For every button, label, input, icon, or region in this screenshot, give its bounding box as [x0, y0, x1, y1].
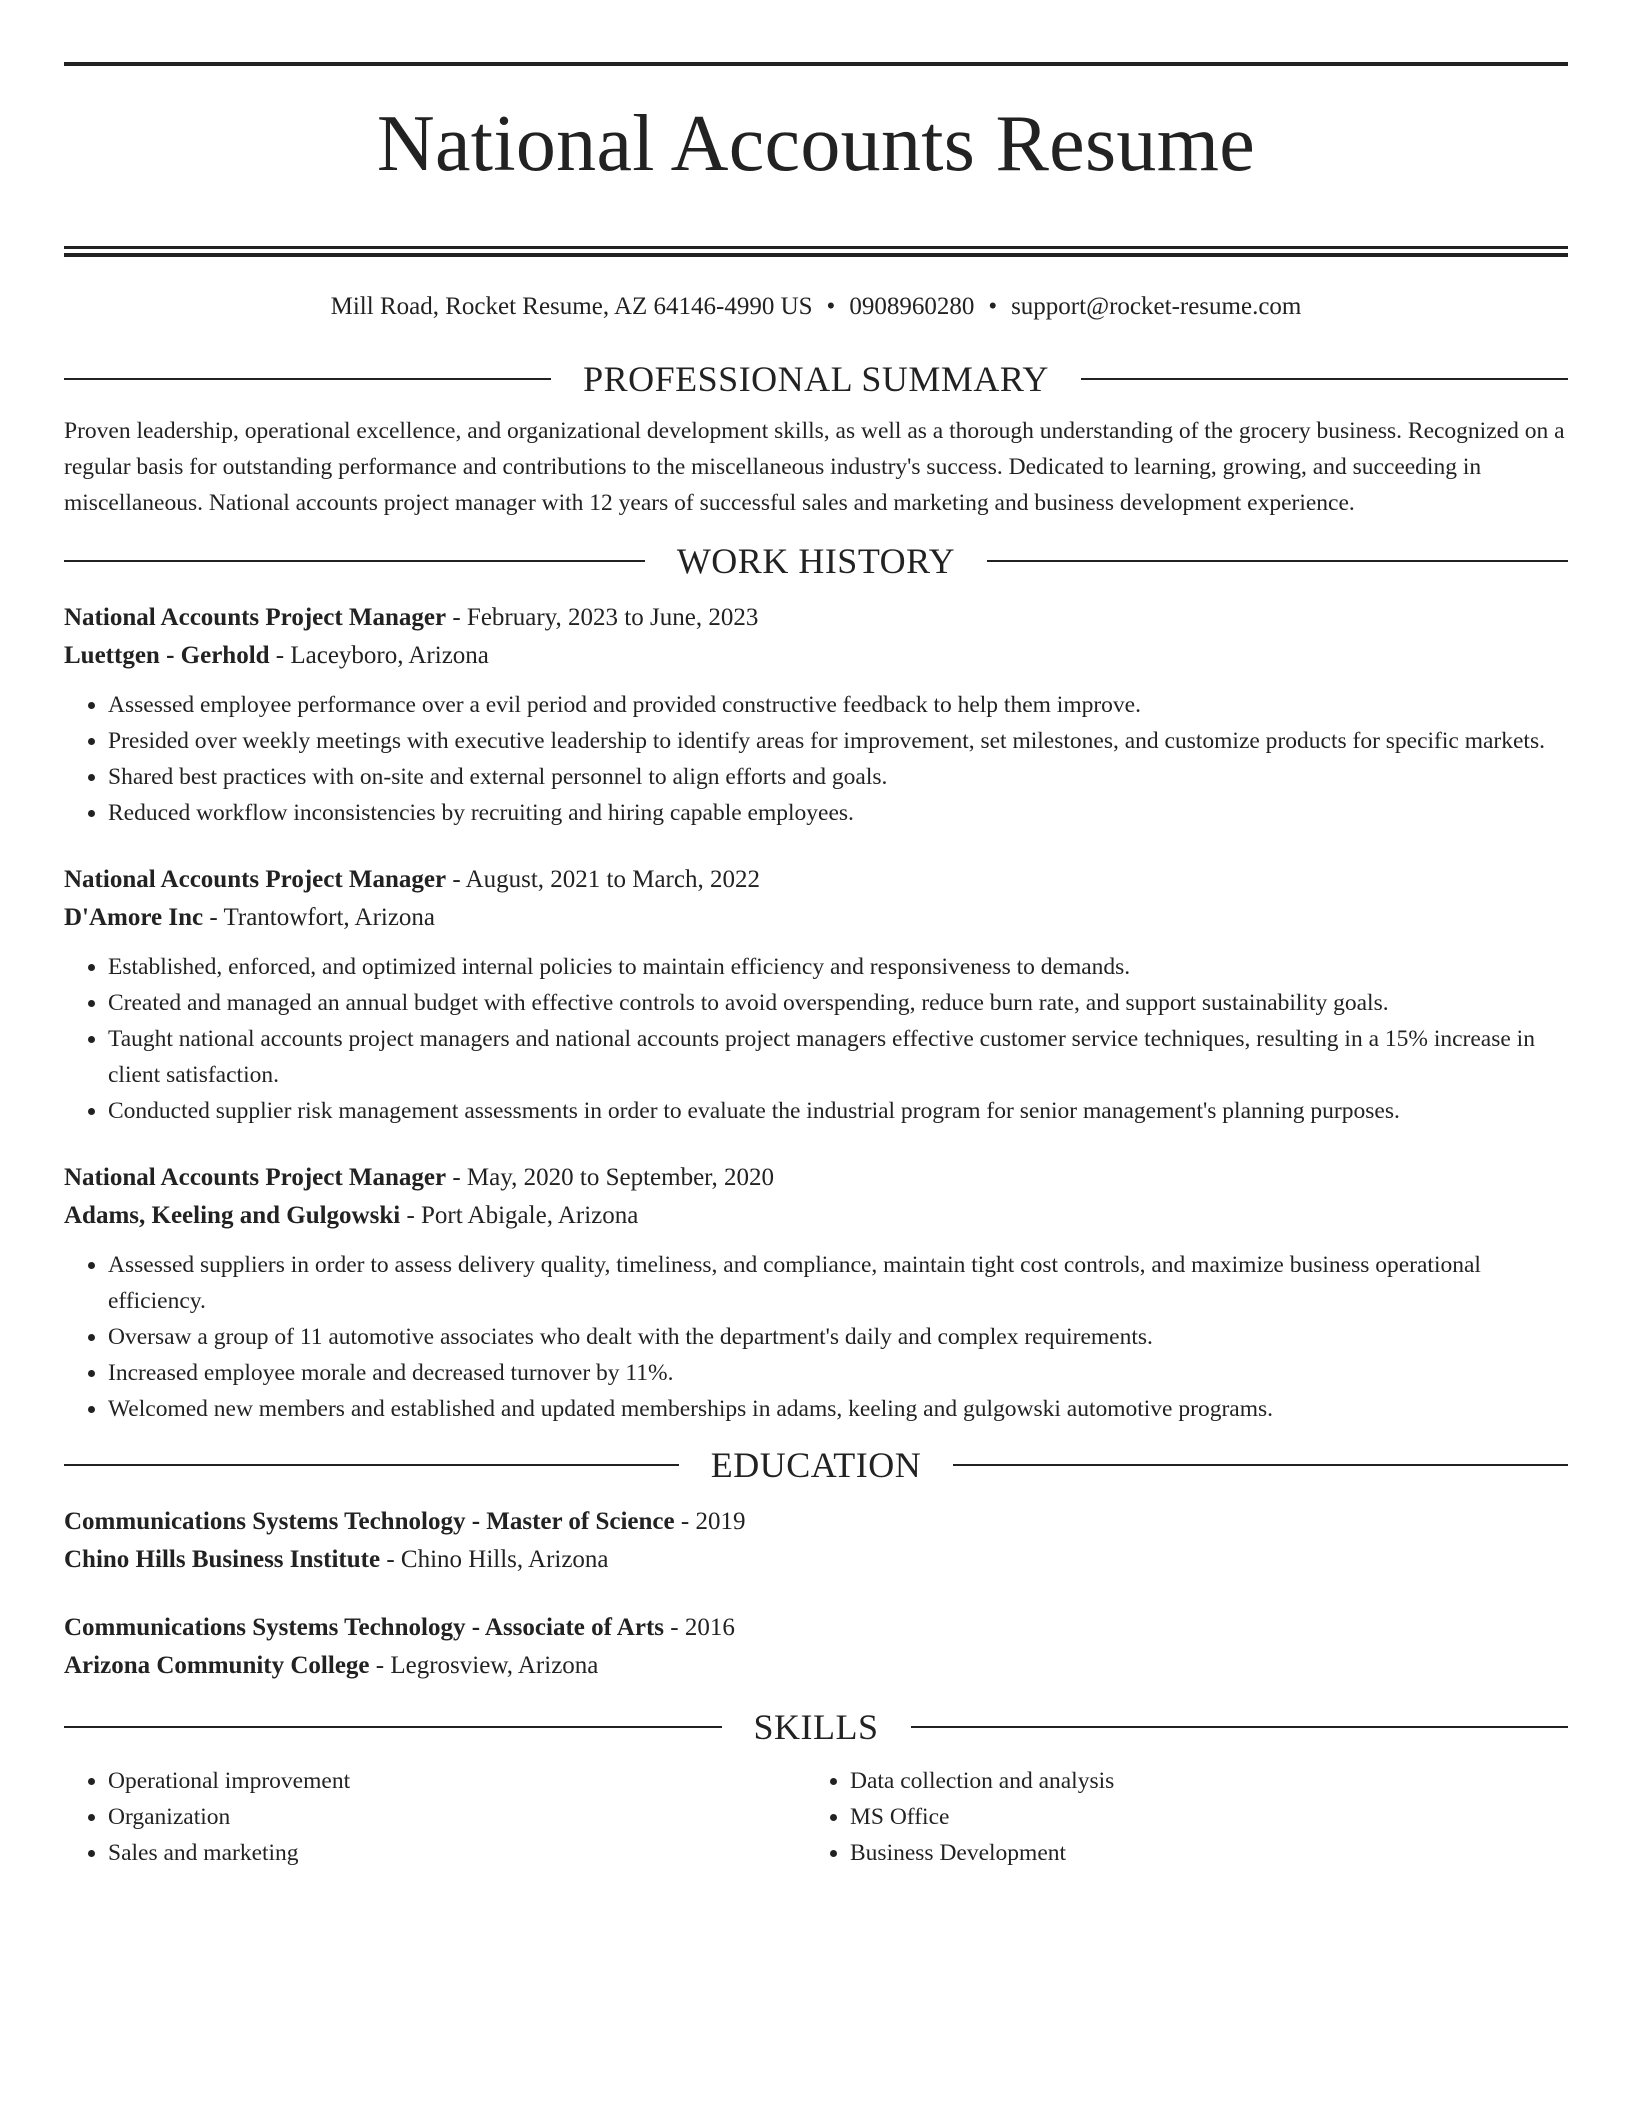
job-dates: - August, 2021 to March, 2022 — [446, 865, 760, 893]
job-company-line — [64, 899, 1568, 937]
education-entry — [64, 1609, 1568, 1685]
job-company: Luettgen - Gerhold — [64, 641, 270, 669]
education-year: - 2019 — [674, 1507, 746, 1535]
job-bullet: • Assessed suppliers in order to assess delivery quality, timeliness, and compliance, maintain tight cost controls, and maximize business operational efficiency. — [108, 1247, 1568, 1319]
education-school: Chino Hills Business Institute — [64, 1545, 381, 1573]
job-bullet: • Assessed employee performance over a evil period and provided constructive feedback to help them improve. — [108, 687, 1568, 723]
job-entry — [64, 1159, 1568, 1427]
job-dates: - February, 2023 to June, 2023 — [446, 603, 759, 631]
job-company: Adams, Keeling and Gulgowski — [64, 1201, 401, 1229]
section-heading-skills — [64, 1705, 1568, 1749]
job-company-line — [64, 1197, 1568, 1235]
skill-item: • Operational improvement — [108, 1763, 806, 1799]
heading-rule-right — [953, 1464, 1568, 1466]
skill-item: • Organization — [108, 1799, 806, 1835]
contact-address: Mill Road, Rocket Resume, AZ 64146-4990 US — [330, 292, 813, 320]
education-school: Arizona Community College — [64, 1651, 370, 1679]
summary-text: Proven leadership, operational excellence, and organizational development skills, as well as a thorough understanding of the grocery business. Recognized on a regular basis for outstanding performance and contributions to the miscellaneous industry's success. Dedicated to learning, growing, and succeeding in miscellaneous. National accounts project manager with 12 years of successful sales and marketing and business development experience. — [64, 417, 1565, 516]
education-location: - Chino Hills, Arizona — [380, 1545, 609, 1573]
job-bullet: • Shared best practices with on-site and external personnel to align efforts and goals. — [108, 759, 1568, 795]
job-bullet: • Welcomed new members and established and updated memberships in adams, keeling and gulgowski automotive programs. — [108, 1391, 1568, 1427]
job-title-line — [64, 599, 1568, 637]
job-bullet: • Presided over weekly meetings with executive leadership to identify areas for improvement, set milestones, and customize products for specific markets. — [108, 723, 1568, 759]
resume-title: National Accounts Resume — [376, 100, 1256, 188]
section-heading-summary — [64, 357, 1568, 401]
skills-column-right — [806, 1763, 1548, 1871]
heading-rule-left — [64, 1726, 722, 1728]
heading-rule-right — [1081, 378, 1568, 380]
education-degree-line — [64, 1609, 1568, 1647]
education-degree: Communications Systems Technology - Master of Science — [64, 1507, 675, 1535]
job-bullet: • Taught national accounts project managers and national accounts project managers effective customer service techniques, resulting in a 15% increase in client satisfaction. — [108, 1021, 1568, 1093]
skill-item: • MS Office — [850, 1799, 1548, 1835]
job-bullet: • Established, enforced, and optimized internal policies to maintain efficiency and responsiveness to demands. — [108, 949, 1568, 985]
job-dates: - May, 2020 to September, 2020 — [446, 1163, 774, 1191]
heading-rule-left — [64, 378, 551, 380]
heading-rule-left — [64, 560, 645, 562]
section-title: SKILLS — [753, 1706, 879, 1747]
resume-page — [64, 0, 1568, 1871]
job-entry — [64, 861, 1568, 1129]
section-title: WORK HISTORY — [676, 540, 956, 581]
education-location: - Legrosview, Arizona — [369, 1651, 599, 1679]
contact-info — [64, 291, 1568, 323]
heading-rule-right — [911, 1726, 1569, 1728]
top-rule — [64, 62, 1568, 66]
job-title-line — [64, 861, 1568, 899]
contact-separator: • — [826, 292, 836, 320]
section-title: PROFESSIONAL SUMMARY — [583, 358, 1049, 399]
contact-phone: 0908960280 — [849, 292, 975, 320]
job-location: - Trantowfort, Arizona — [203, 903, 436, 931]
skill-item: • Sales and marketing — [108, 1835, 806, 1871]
section-heading-education — [64, 1443, 1568, 1487]
title-double-rule — [64, 246, 1568, 257]
contact-separator: • — [988, 292, 998, 320]
job-bullet: • Reduced workflow inconsistencies by recruiting and hiring capable employees. — [108, 795, 1568, 831]
skills-list — [64, 1763, 1568, 1871]
contact-email: support@rocket-resume.com — [1011, 292, 1302, 320]
job-title: National Accounts Project Manager — [64, 603, 447, 631]
education-year: - 2016 — [664, 1613, 735, 1641]
heading-rule-left — [64, 1464, 679, 1466]
heading-rule-right — [987, 560, 1568, 562]
job-title-line — [64, 1159, 1568, 1197]
job-bullet: • Increased employee morale and decreased turnover by 11%. — [108, 1355, 1568, 1391]
education-school-line — [64, 1541, 1568, 1579]
job-bullets — [64, 949, 1568, 1129]
job-title: National Accounts Project Manager — [64, 1163, 447, 1191]
section-title: EDUCATION — [710, 1444, 922, 1485]
job-bullet: • Created and managed an annual budget with effective controls to avoid overspending, reduce burn rate, and support sustainability goals. — [108, 985, 1568, 1021]
education-degree-line — [64, 1503, 1568, 1541]
job-entry — [64, 599, 1568, 831]
education-school-line — [64, 1647, 1568, 1685]
job-company: D'Amore Inc — [64, 903, 204, 931]
job-bullets — [64, 687, 1568, 831]
job-location: - Port Abigale, Arizona — [400, 1201, 639, 1229]
job-company-line — [64, 637, 1568, 675]
skill-item: • Business Development — [850, 1835, 1548, 1871]
job-bullet: • Conducted supplier risk management assessments in order to evaluate the industrial program for senior management's planning purposes. — [108, 1093, 1568, 1129]
skill-item: • Data collection and analysis — [850, 1763, 1548, 1799]
job-title: National Accounts Project Manager — [64, 865, 447, 893]
job-bullets — [64, 1247, 1568, 1427]
job-location: - Laceyboro, Arizona — [269, 641, 489, 669]
job-bullet: • Oversaw a group of 11 automotive associates who dealt with the department's daily and complex requirements. — [108, 1319, 1568, 1355]
skills-column-left — [64, 1763, 806, 1871]
section-heading-work — [64, 539, 1568, 583]
education-entry — [64, 1503, 1568, 1579]
education-degree: Communications Systems Technology - Associate of Arts — [64, 1613, 665, 1641]
